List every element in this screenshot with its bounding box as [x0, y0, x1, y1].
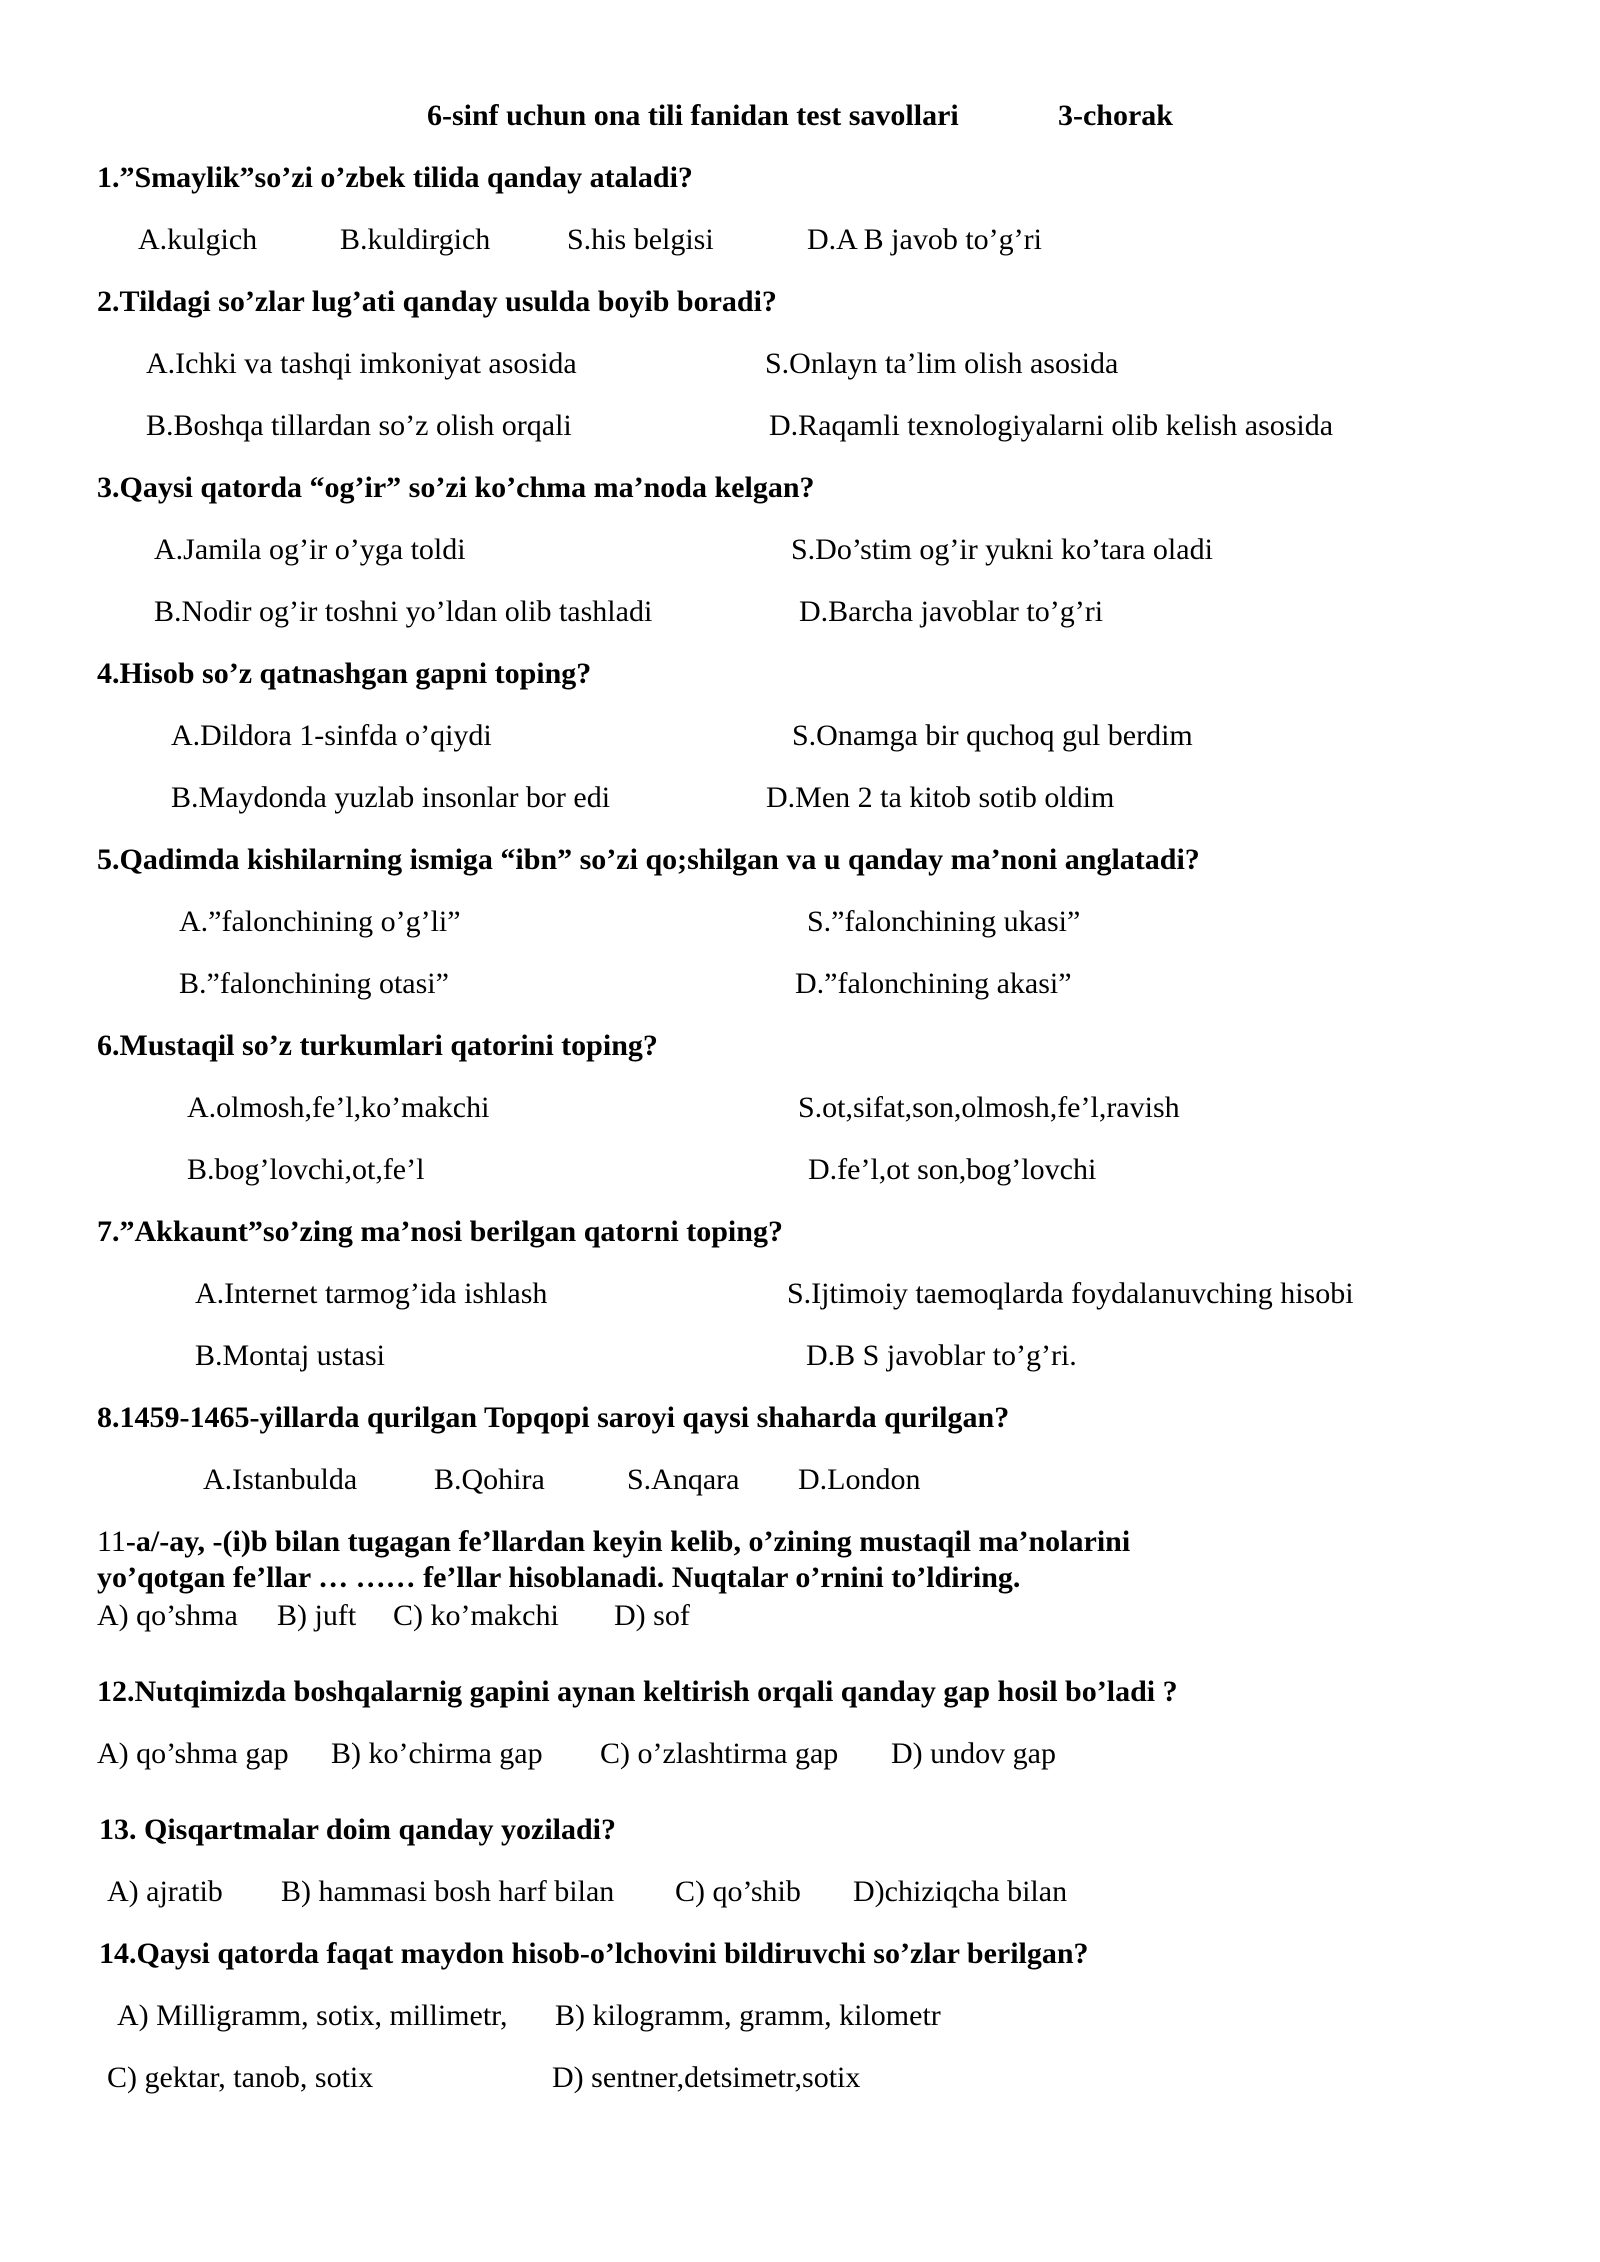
question-11-number: 11 [97, 1525, 126, 1558]
q5-option-s: S.”falonchining ukasi” [807, 905, 1081, 938]
q13-option-c: C) qo’shib [675, 1875, 801, 1908]
q14-option-d: D) sentner,detsimetr,sotix [552, 2061, 861, 2094]
q8-option-a: A.Istanbulda [203, 1463, 358, 1496]
question-13: 13. Qisqartmalar doim qanday yoziladi? [99, 1813, 617, 1846]
q13-option-d: D)chiziqcha bilan [853, 1875, 1068, 1908]
q1-option-b: B.kuldirgich [340, 223, 491, 256]
q2-option-s: S.Onlayn ta’lim olish asosida [765, 347, 1119, 380]
question-5: 5.Qadimda kishilarning ismiga “ibn” so’zi qo;shilgan va u qanday ma’noni anglatadi? [97, 843, 1200, 876]
q7-option-d: D.B S javoblar to’g’ri. [806, 1339, 1077, 1372]
q14-option-a: A) Milligramm, sotix, millimetr, [117, 1999, 508, 2032]
q7-option-a: A.Internet tarmog’ida ishlash [195, 1277, 548, 1310]
question-4: 4.Hisob so’z qatnashgan gapni toping? [97, 657, 592, 690]
q6-option-d: D.fe’l,ot son,bog’lovchi [808, 1153, 1097, 1186]
q2-option-b: B.Boshqa tillardan so’z olish orqali [146, 409, 572, 442]
q4-option-d: D.Men 2 ta kitob sotib oldim [766, 781, 1115, 814]
q8-option-b: B.Qohira [434, 1463, 545, 1496]
q14-option-c: C) gektar, tanob, sotix [107, 2061, 374, 2094]
q1-option-s: S.his belgisi [567, 223, 714, 256]
q13-option-a: A) ajratib [107, 1875, 223, 1908]
q1-option-d: D.A B javob to’g’ri [807, 223, 1042, 256]
q2-option-a: A.Ichki va tashqi imkoniyat asosida [146, 347, 577, 380]
q12-option-b: B) ko’chirma gap [331, 1737, 543, 1770]
q8-option-s: S.Anqara [627, 1463, 740, 1496]
q7-option-b: B.Montaj ustasi [195, 1339, 386, 1372]
question-14: 14.Qaysi qatorda faqat maydon hisob-o’lchovini bildiruvchi so’zlar berilgan? [99, 1937, 1089, 1970]
q12-option-c: C) o’zlashtirma gap [600, 1737, 839, 1770]
question-11-line-2: yo’qotgan fe’llar … …… fe’llar hisoblanadi. Nuqtalar o’rnini to’ldiring. [97, 1561, 1021, 1594]
q3-option-d: D.Barcha javoblar to’g’ri [799, 595, 1104, 628]
q6-option-b: B.bog’lovchi,ot,fe’l [187, 1153, 425, 1186]
q3-option-b: B.Nodir og’ir toshni yo’ldan olib tashladi [154, 595, 653, 628]
q7-option-s: S.Ijtimoiy taemoqlarda foydalanuvching hisobi [787, 1277, 1354, 1310]
q12-option-d: D) undov gap [891, 1737, 1056, 1770]
q6-option-s: S.ot,sifat,son,olmosh,fe’l,ravish [798, 1091, 1180, 1124]
q5-option-a: A.”falonchining o’g’li” [179, 905, 461, 938]
question-8: 8.1459-1465-yillarda qurilgan Topqopi saroyi qaysi shaharda qurilgan? [97, 1401, 1010, 1434]
question-12: 12.Nutqimizda boshqalarnig gapini aynan keltirish orqali qanday gap hosil bo’ladi ? [97, 1675, 1178, 1708]
page-title: 6-sinf uchun ona tili fanidan test savollari [427, 99, 959, 132]
q8-option-d: D.London [798, 1463, 921, 1496]
term-label: 3-chorak [1058, 99, 1173, 132]
question-1: 1.”Smaylik”so’zi o’zbek tilida qanday ataladi? [97, 161, 693, 194]
question-2: 2.Tildagi so’zlar lug’ati qanday usulda boyib boradi? [97, 285, 777, 318]
q3-option-a: A.Jamila og’ir o’yga toldi [154, 533, 466, 566]
question-7: 7.”Akkaunt”so’zing ma’nosi berilgan qatorni toping? [97, 1215, 783, 1248]
question-11-text: -a/-ay, -(i)b bilan tugagan fe’llardan keyin kelib, o’zining mustaqil ma’nolarini [125, 1525, 1131, 1558]
question-3: 3.Qaysi qatorda “og’ir” so’zi ko’chma ma’noda kelgan? [97, 471, 815, 504]
q1-option-a: A.kulgich [138, 223, 258, 256]
q4-option-s: S.Onamga bir quchoq gul berdim [792, 719, 1193, 752]
q4-option-a: A.Dildora 1-sinfda o’qiydi [171, 719, 492, 752]
q13-option-b: B) hammasi bosh harf bilan [281, 1875, 615, 1908]
q11-option-d: D) sof [614, 1599, 690, 1632]
q12-option-a: A) qo’shma gap [97, 1737, 289, 1770]
q6-option-a: A.olmosh,fe’l,ko’makchi [187, 1091, 490, 1124]
q3-option-s: S.Do’stim og’ir yukni ko’tara oladi [791, 533, 1213, 566]
question-6: 6.Mustaqil so’z turkumlari qatorini toping? [97, 1029, 658, 1062]
q11-option-a: A) qo’shma [97, 1599, 238, 1632]
question-11-line-1 [97, 1524, 1130, 1560]
q14-option-b: B) kilogramm, gramm, kilometr [555, 1999, 941, 2032]
q5-option-b: B.”falonchining otasi” [179, 967, 449, 1000]
q4-option-b: B.Maydonda yuzlab insonlar bor edi [171, 781, 611, 814]
q2-option-d: D.Raqamli texnologiyalarni olib kelish asosida [769, 409, 1334, 442]
q5-option-d: D.”falonchining akasi” [795, 967, 1072, 1000]
q11-option-c: C) ko’makchi [393, 1599, 559, 1632]
q11-option-b: B) juft [277, 1599, 357, 1632]
